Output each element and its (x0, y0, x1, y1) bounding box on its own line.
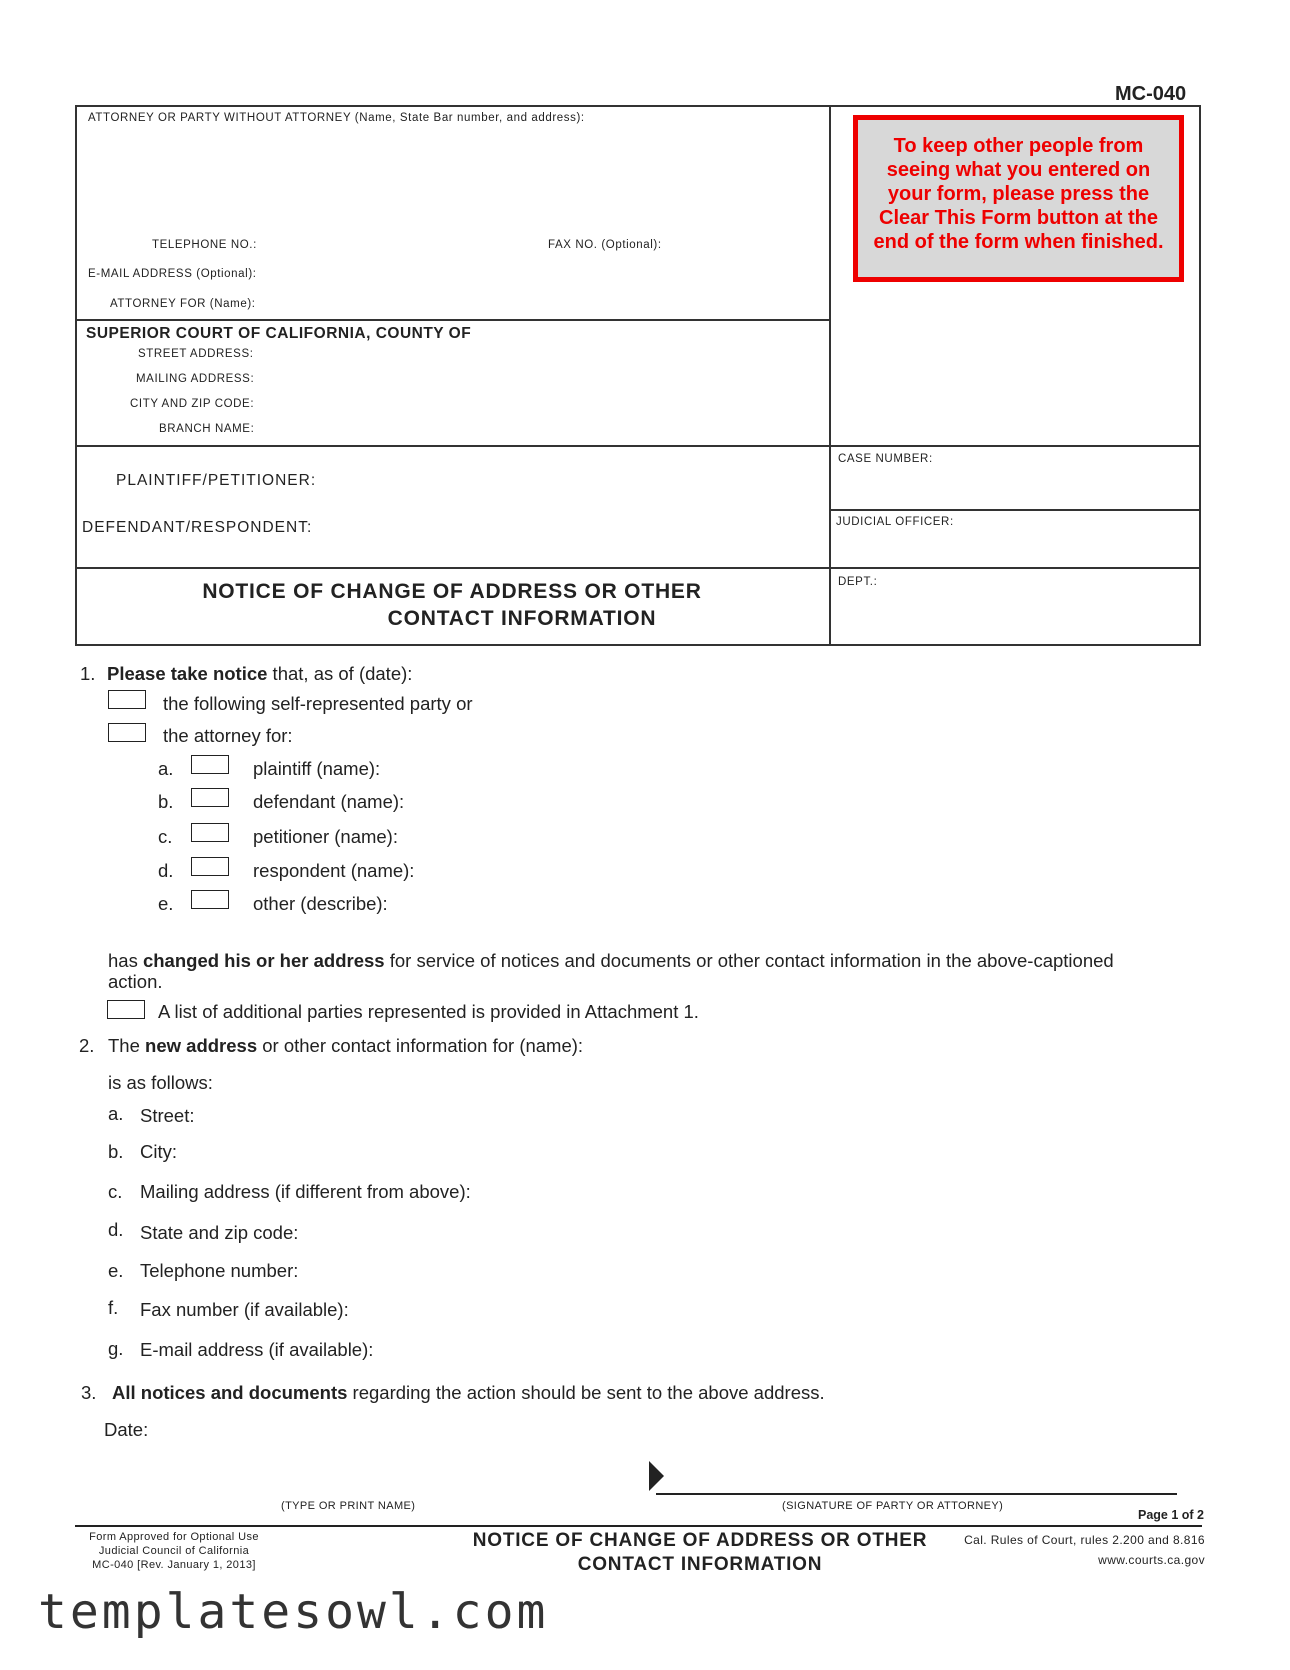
warning-line: your form, please press the (887, 183, 1150, 205)
field-letter: c. (108, 1181, 123, 1202)
form-id: MC-040 (1115, 83, 1187, 105)
item3-text (112, 1382, 825, 1404)
attorney-for-label: ATTORNEY FOR (Name): (110, 298, 256, 310)
item1-rest: that, as of (date): (267, 663, 413, 684)
mailing-field-label: Mailing address (if different from above): (140, 1181, 471, 1202)
watermark-logo: templatesowl.com (38, 1584, 549, 1640)
judicial-officer-label: JUDICIAL OFFICER: (836, 516, 954, 528)
divider-attorney (77, 319, 829, 321)
email-field-label: E-mail address (if available): (140, 1339, 374, 1360)
attachment-checkbox[interactable] (107, 1000, 145, 1019)
attachment-label: A list of additional parties represented is provided in Attachment 1. (158, 1001, 699, 1022)
item2-number: 2. (79, 1035, 95, 1056)
changed-bold: changed his or her address (142, 950, 385, 971)
signature-label: (SIGNATURE OF PARTY OR ATTORNEY) (782, 1500, 1004, 1512)
fax-field-label: Fax number (if available): (140, 1299, 349, 1320)
city-zip-label: CITY AND ZIP CODE: (130, 398, 255, 410)
defendant-checkbox[interactable] (191, 788, 229, 807)
as-follows-label: is as follows: (108, 1072, 213, 1093)
state-zip-field-label: State and zip code: (140, 1222, 299, 1243)
date-label: Date: (104, 1419, 149, 1440)
signature-line[interactable] (656, 1493, 1177, 1495)
item2-bold: new address (145, 1035, 258, 1056)
footer-left-line: Judicial Council of California (98, 1545, 250, 1557)
divider-case-number (829, 509, 1199, 511)
changed-pre: has (108, 950, 143, 971)
respondent-option-label: respondent (name): (253, 860, 415, 881)
petitioner-option-label: petitioner (name): (253, 826, 398, 847)
field-letter: e. (108, 1260, 124, 1281)
field-letter: a. (108, 1103, 124, 1124)
warning-line: Clear This Form button at the (879, 207, 1158, 229)
plaintiff-checkbox[interactable] (191, 755, 229, 774)
self-represented-label: the following self-represented party or (163, 693, 473, 714)
changed-address-text (108, 950, 1114, 972)
petitioner-checkbox[interactable] (191, 823, 229, 842)
sub-letter: e. (158, 893, 174, 914)
court-label: SUPERIOR COURT OF CALIFORNIA, COUNTY OF (86, 325, 472, 342)
item2-text (108, 1035, 583, 1057)
print-name-label: (TYPE OR PRINT NAME) (281, 1500, 416, 1512)
item1-number: 1. (80, 663, 96, 684)
field-letter: b. (108, 1141, 124, 1162)
changed-address-line2: action. (108, 971, 163, 992)
defendant-label: DEFENDANT/RESPONDENT: (82, 519, 313, 536)
clear-form-warning (853, 115, 1184, 282)
footer-left-line: Form Approved for Optional Use (89, 1531, 259, 1543)
respondent-checkbox[interactable] (191, 857, 229, 876)
other-checkbox[interactable] (191, 890, 229, 909)
other-option-label: other (describe): (253, 893, 388, 914)
field-letter: d. (108, 1219, 124, 1240)
item2-post: or other contact information for (name): (257, 1035, 584, 1056)
warning-line: seeing what you entered on (886, 159, 1151, 181)
courts-website-link[interactable]: www.courts.ca.gov (1098, 1553, 1205, 1567)
fax-label: FAX NO. (Optional): (548, 239, 662, 251)
divider-court (77, 445, 1199, 447)
sub-letter: c. (158, 826, 173, 847)
rules-citation: Cal. Rules of Court, rules 2.200 and 8.816 (964, 1533, 1205, 1547)
footer-title (455, 1529, 945, 1577)
street-label: STREET ADDRESS: (138, 348, 254, 360)
plaintiff-label: PLAINTIFF/PETITIONER: (116, 472, 317, 489)
field-letter: g. (108, 1338, 124, 1359)
item1-text (107, 663, 412, 685)
sub-letter: a. (158, 758, 174, 779)
dept-label: DEPT.: (838, 576, 878, 588)
footer-left-line: MC-040 [Rev. January 1, 2013] (92, 1559, 256, 1571)
form-title-line1: NOTICE OF CHANGE OF ADDRESS OR OTHER (202, 580, 702, 603)
footer-title-line: NOTICE OF CHANGE OF ADDRESS OR OTHER (472, 1530, 928, 1551)
attorney-label: ATTORNEY OR PARTY WITHOUT ATTORNEY (Name, State Bar number, and address): (88, 112, 585, 124)
footer-rule (75, 1525, 1202, 1527)
street-field-label: Street: (140, 1105, 195, 1126)
plaintiff-option-label: plaintiff (name): (253, 758, 381, 779)
item3-number: 3. (81, 1382, 97, 1403)
sub-letter: b. (158, 791, 174, 812)
divider-parties (77, 567, 1199, 569)
item3-rest: regarding the action should be sent to the above address. (347, 1382, 825, 1403)
footer-left (79, 1530, 269, 1572)
branch-label: BRANCH NAME: (159, 423, 255, 435)
footer-title-line: CONTACT INFORMATION (577, 1554, 823, 1575)
field-letter: f. (108, 1297, 119, 1318)
attorney-for-checkbox[interactable] (108, 723, 146, 742)
changed-post: for service of notices and documents or other contact information in the above-captioned (384, 950, 1114, 971)
signature-arrow-icon (649, 1461, 664, 1491)
email-label: E-MAIL ADDRESS (Optional): (88, 268, 257, 280)
mailing-label: MAILING ADDRESS: (136, 373, 255, 385)
form-title-line2: CONTACT INFORMATION (387, 607, 657, 630)
footer-right (930, 1530, 1205, 1570)
attorney-for-option-label: the attorney for: (163, 725, 293, 746)
self-represented-checkbox[interactable] (108, 690, 146, 709)
telephone-label: TELEPHONE NO.: (152, 239, 257, 251)
sub-letter: d. (158, 860, 174, 881)
defendant-option-label: defendant (name): (253, 791, 405, 812)
item2-pre: The (108, 1035, 146, 1056)
item1-bold: Please take notice (107, 663, 268, 684)
page-number: Page 1 of 2 (1138, 1508, 1204, 1522)
warning-line: end of the form when finished. (873, 231, 1164, 253)
case-number-label: CASE NUMBER: (838, 453, 933, 465)
warning-line: To keep other people from (893, 135, 1144, 157)
city-field-label: City: (140, 1141, 177, 1162)
item3-bold: All notices and documents (112, 1382, 348, 1403)
telephone-field-label: Telephone number: (140, 1260, 299, 1281)
vertical-divider (829, 107, 831, 644)
